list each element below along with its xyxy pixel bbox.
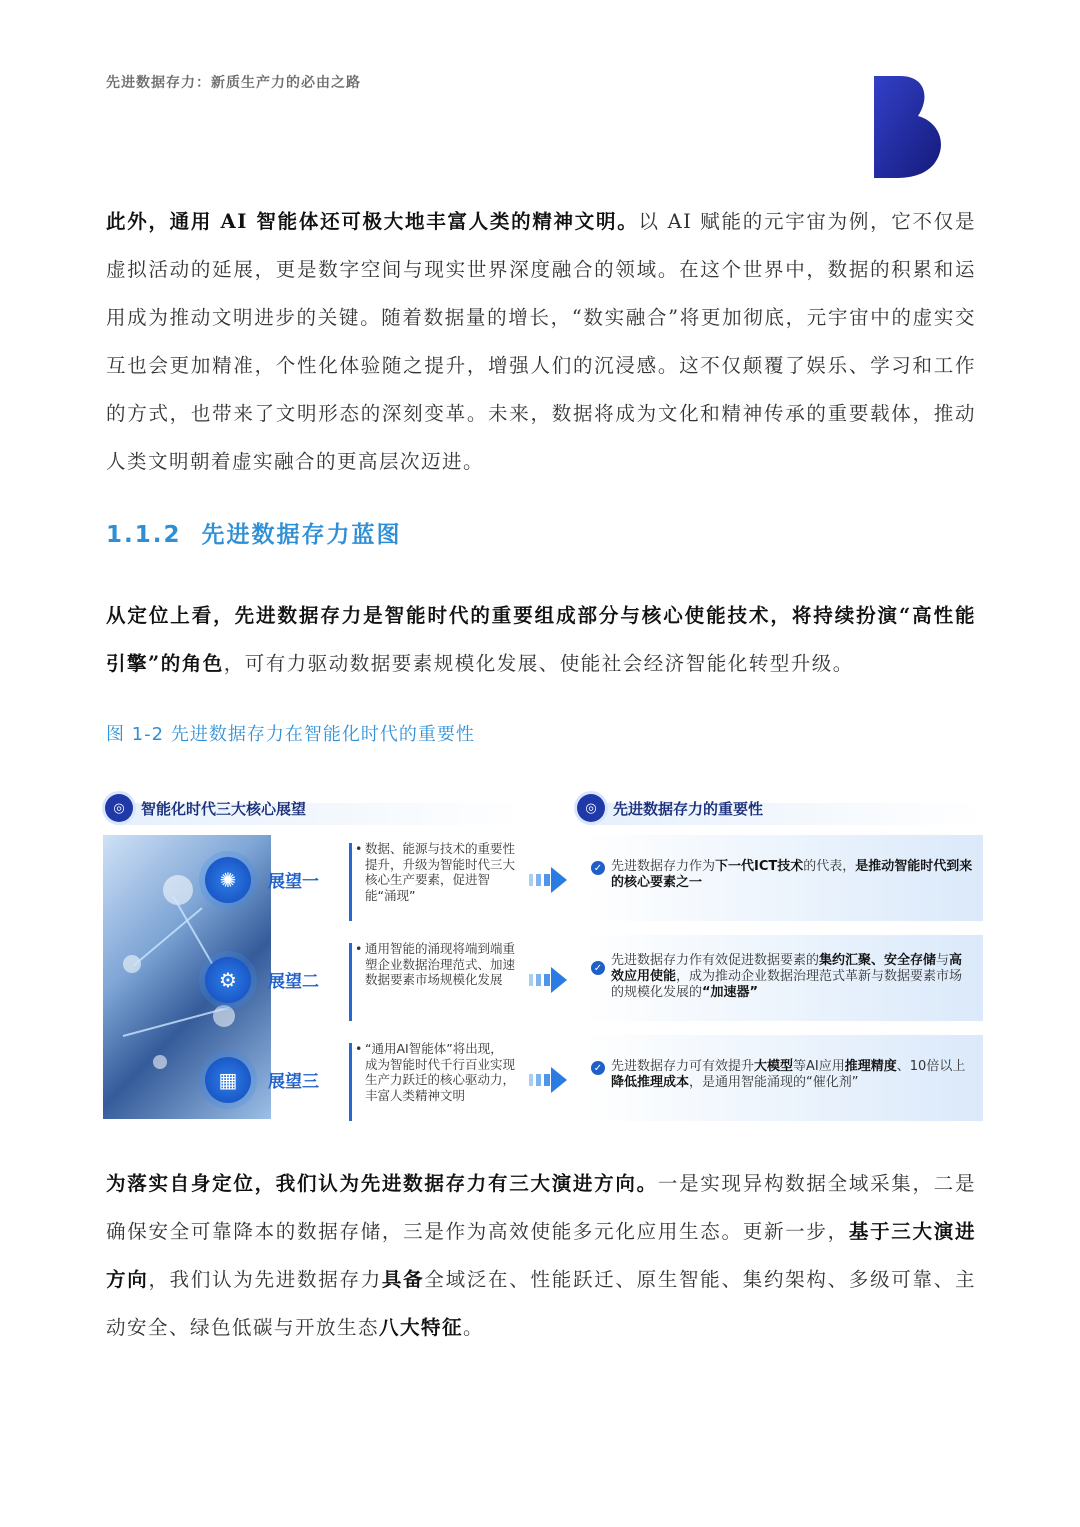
text-span: 等AI应用: [793, 1059, 845, 1074]
paragraph-bold: 具备: [381, 1268, 425, 1291]
prospect-label: 展望一: [268, 872, 319, 892]
text-bold: 大模型: [754, 1059, 794, 1074]
paragraph-bold: 基于三大演进方向: [106, 1220, 976, 1291]
text-span: 先进数据存力作有效促进数据要素的: [611, 953, 820, 968]
importance-text: [611, 859, 975, 891]
divider: [349, 843, 352, 921]
check-icon: ✓: [591, 861, 605, 875]
paragraph-text: 。: [463, 1316, 485, 1339]
paragraph-text: 一是实现异构数据全域采集，二是确保安全可靠降本的数据存储，三是作为高效使能多元化应用生态。更新一步，: [106, 1172, 976, 1243]
prospect-description: • “通用AI智能体”将出现，成为智能时代千行百业实现生产力跃迁的核心驱动力，丰富人类精神文明: [355, 1041, 516, 1103]
target-icon: ◎: [577, 794, 605, 822]
text-span: ，成为推动企业数据治理范式革新与数据要素市场的规模化发展的: [611, 969, 963, 1000]
check-icon: ✓: [591, 961, 605, 975]
text-span: 、10倍以上: [896, 1059, 966, 1074]
prospect-description-text: “通用AI智能体”将出现，成为智能时代千行百业实现生产力跃迁的核心驱动力，丰富人类精神文明: [365, 1041, 516, 1103]
text-bold: 降低推理成本: [611, 1075, 690, 1090]
left-heading: [105, 791, 525, 825]
arrow-right-icon: [529, 865, 569, 895]
section-title: 先进数据存力蓝图: [201, 522, 402, 548]
figure: [103, 785, 983, 1125]
arrow-right-icon: [529, 1065, 569, 1095]
paragraph-bold: 八大特征: [379, 1316, 464, 1339]
importance-text: [611, 953, 975, 1001]
right-heading-label: 先进数据存力的重要性: [613, 799, 764, 818]
prospect-label: 展望二: [268, 972, 319, 992]
text-bold: 是推动智能时代到来的核心要素之一: [611, 859, 973, 890]
lightbulb-icon: ✺: [205, 857, 251, 903]
paragraph-bold: 此外，通用 AI 智能体还可极大地丰富人类的精神文明。: [106, 210, 639, 233]
paragraph-text: 全域泛在、性能跃迁、原生智能、集约架构、多级可靠、主动安全、绿色低碳与开放生态: [106, 1268, 976, 1339]
paragraph-directions: [106, 1160, 976, 1352]
paragraph-text: ，我们认为先进数据存力: [148, 1268, 382, 1291]
prospect-description-text: 数据、能源与技术的重要性提升，升级为智能时代三大核心生产要素，促进智能“涌现”: [365, 841, 516, 903]
text-span: 的代表，: [803, 859, 856, 874]
network-icon: ⚙: [205, 957, 251, 1003]
check-icon: ✓: [591, 1061, 605, 1075]
section-number: 1.1.2: [106, 522, 182, 548]
paragraph-metaverse: [106, 198, 976, 486]
paragraph-bold: 为落实自身定位，我们认为先进数据存力有三大演进方向。: [106, 1172, 658, 1195]
text-bold: 集约汇聚、安全存储: [819, 953, 937, 968]
figure-caption: 图 1-2 先进数据存力在智能化时代的重要性: [106, 724, 475, 745]
prospect-row-2: [103, 935, 983, 1027]
prospect-description: • 通用智能的涌现将端到端重塑企业数据治理范式、加速数据要素市场规模化发展: [355, 941, 516, 987]
text-bold: 推理精度: [844, 1059, 897, 1074]
text-span: 先进数据存力可有效提升: [611, 1059, 755, 1074]
paragraph-text: ，可有力驱动数据要素规模化发展、使能社会经济智能化转型升级。: [223, 652, 854, 675]
text-bold: “加速器”: [702, 985, 759, 1000]
text-span: ，是通用智能涌现的“催化剂”: [689, 1075, 859, 1090]
prospect-label: 展望三: [268, 1072, 319, 1092]
text-span: 先进数据存力作为: [611, 859, 716, 874]
prospect-description-text: 通用智能的涌现将端到端重塑企业数据治理范式、加速数据要素市场规模化发展: [365, 941, 516, 987]
brand-logo: [874, 76, 946, 178]
importance-text: [611, 1059, 975, 1091]
city-buildings-icon: ▦: [205, 1057, 251, 1103]
prospect-row-1: [103, 835, 983, 927]
paragraph-bold: 从定位上看，先进数据存力是智能时代的重要组成部分与核心使能技术，将持续扮演“高性能引擎”的角色: [106, 604, 976, 675]
section-heading: [106, 516, 402, 549]
text-bold: 高效应用使能: [611, 953, 963, 984]
text-bold: 下一代ICT技术: [715, 859, 804, 874]
paragraph-positioning: [106, 592, 976, 688]
right-heading: [577, 791, 983, 825]
prospect-description: • 数据、能源与技术的重要性提升，升级为智能时代三大核心生产要素，促进智能“涌现”: [355, 841, 516, 903]
target-icon: ◎: [105, 794, 133, 822]
arrow-right-icon: [529, 965, 569, 995]
text-span: 与: [936, 953, 950, 968]
prospect-row-3: [103, 1035, 983, 1127]
paragraph-text: 以 AI 赋能的元宇宙为例，它不仅是虚拟活动的延展，更是数字空间与现实世界深度融合的领域。在这个世界中，数据的积累和运用成为推动文明进步的关键。随着数据量的增长，“数实融合”将更加彻底，元宇宙中的虚实交互也会更加精准，个性化体验随之提升，增强人们的沉浸感。这不仅颠覆了娱乐、学习和工作的方式，也带来了文明形态的深刻变革。未来，数据将成为文化和精神传承的重要载体，推动人类文明朝着虚实融合的更高层次迈进。: [106, 210, 976, 473]
left-heading-label: 智能化时代三大核心展望: [141, 799, 307, 818]
running-header: 先进数据存力：新质生产力的必由之路: [106, 75, 361, 91]
divider: [349, 943, 352, 1021]
divider: [349, 1043, 352, 1121]
